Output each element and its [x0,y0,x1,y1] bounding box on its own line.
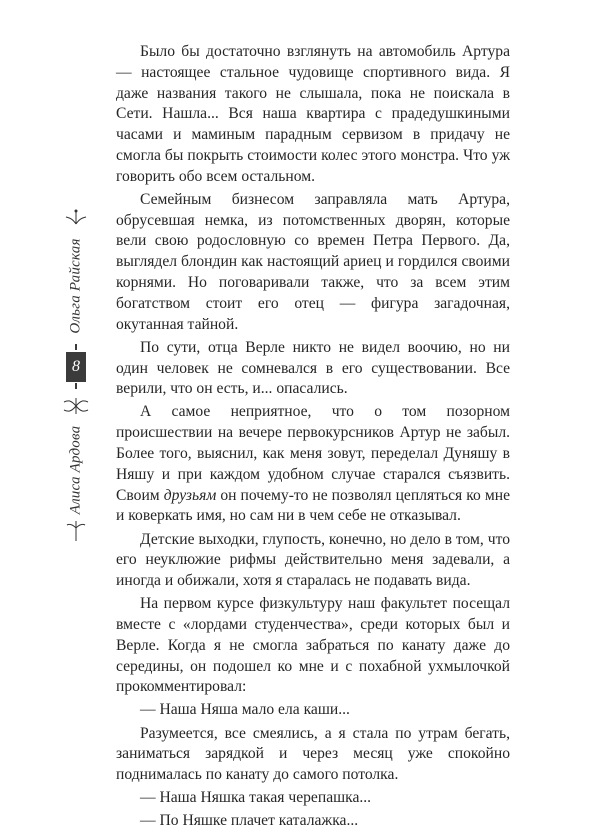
dialogue-line: — Наша Няша мало ела каши... [140,701,350,719]
bottom-ornament-icon [63,396,89,416]
paragraph: Разумеется, все смеялись, а я стала по утрам бегать, заниматься зарядкой и через месяц уже спокойно поднималась по канату до самого потолка. [116,724,510,784]
body-text [116,42,510,834]
dialogue-line: — Наша Няшка такая черепашка... [140,789,372,807]
paragraph: Детские выходки, глупость, конечно, но дело в том, что его неуклюжие рифмы действительно меня задевали, а иногда и обижали, хотя я старалась не подавать вида. [116,530,510,590]
paragraph: На первом курсе физкультуру наш факультет посещал вместе с «лордами студенчества», среди которых был и Верле. Когда я не смогла забраться по канату даже до середины, он подошел ко мне и с похабной ухмылочкой прокомментировал: [116,595,510,696]
paragraph-text: он почему-то не позволял цепляться ко мне и коверкать имя, но сам ни в чем себе не отказывал. [116,486,510,525]
running-book-title: Ольга Райская [67,238,84,334]
dialogue-line: — По Няшке плачет каталажка... [140,812,359,830]
paragraph: По сути, отца Верле никто не видел воочию, но ни один человек не сомневался в его существовании. Все верили, что он есть, и... опасались. [116,338,510,398]
running-author-name: Алиса Ардова [67,425,84,515]
badge-tick-bottom [75,383,77,389]
paragraph-text: А самое неприятное, что о том позорном происшествии на вечере первокурсников Артур не забыл. Более того, выяснил, как меня зовут, переделал Дуняшу в Няшу и при каждом удобном случае старался съязвить. Своим [116,403,510,504]
rail-end-ornament-icon [66,520,86,542]
emphasized-word: друзьям [163,486,217,504]
badge-tick-top [75,344,77,350]
top-ornament-icon [65,208,87,226]
page-number: 8 [66,352,86,382]
paragraph: Семейным бизнесом заправляла мать Артура, обрусевшая немка, из потомственных дворян, которые вели свою родословную со времен Петра Первого. Да, выглядел блондин как настоящий ариец и гордился своими корнями. Но поговаривали также, что за всем этим богатством стоит его отец — фигура загадочная, окутанная тайной. [116,190,510,333]
paragraph: Было бы достаточно взглянуть на автомобиль Артура — настоящее стальное чудовище спортивного вида. Я даже названия такого не слышала, пока не поискала в Сети. Нашла... Вся наша квартира с прадедушкиными часами и маминым парадным сервизом в придачу не смогла бы покрыть стоимости колес этого монстра. Что уж говорить обо всем остальном. [116,43,510,185]
paragraph [116,402,510,527]
